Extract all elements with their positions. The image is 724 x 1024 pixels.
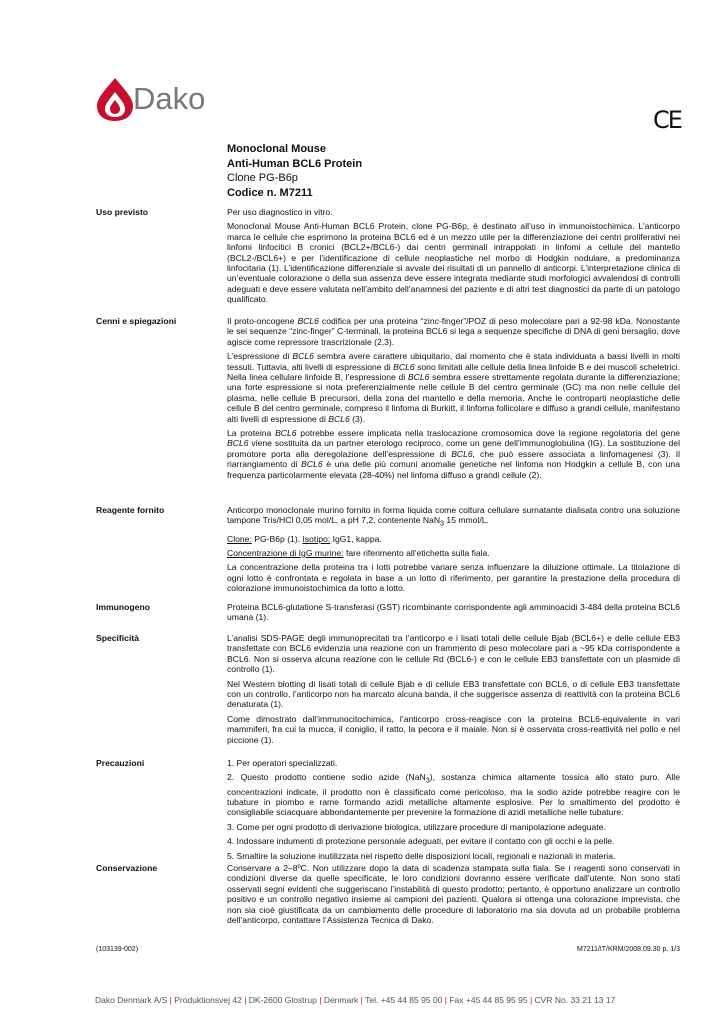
section-precauzioni bbox=[96, 758, 680, 861]
list-item: 2. Questo prodotto contiene sodio azide (NaN$_3$), sostanza chimica altamente tossica allo stato puro. Alle concentrazioni indicate, il prodotto non è classificato come pericoloso, ma la sodio azide potrebbe reagire con le tubature in piombo e rame formando azidi metalliche altamente esplosive. Per lo smaltimento del prodotto è consigliabile sciacquare abbondantemente per prevenire la formazione di azidi metalliche nelle tubature. bbox=[227, 772, 680, 818]
page-reference: M7211/IT/KRM/2008.09.30 p. 1/3 bbox=[577, 946, 680, 953]
dako-drop-icon bbox=[95, 76, 135, 122]
section-label: Reagente fornito bbox=[96, 505, 165, 515]
section-reagente bbox=[96, 505, 680, 594]
title-line1: Monoclonal Mouse bbox=[227, 143, 326, 155]
paragraph: La concentrazione della proteina tra i lotti potrebbe variare senza influenzare la diluizione ottimale. La titolazione di ogni lotto è confrontata e regolata in base a un lotto di riferimento, per garantire la prestazione della procedura di colorazione immunoistochimica da lotto a lotto. bbox=[227, 562, 680, 594]
title-line2: Anti-Human BCL6 Protein bbox=[227, 157, 363, 170]
cvr-number: CVR No. 33 21 13 17 bbox=[534, 995, 616, 1005]
section-label: Specificità bbox=[96, 633, 139, 643]
clone-line: Clone PG-B6p bbox=[227, 172, 298, 184]
section-cenni bbox=[96, 316, 680, 480]
paragraph: Proteina BCL6-glutatione S-transferasi (GST) ricombinante corrispondente agli amminoacidi 3-484 della proteina BCL6 umana (1). bbox=[227, 602, 680, 623]
paragraph: La proteina BCL6 potrebbe essere implicata nella traslocazione cromosomica dove la regione regolatoria del gene BCL6 viene sostituita da un partner eterologo reciproco, come un gene dell’immunoglobulina (IG). La sostituzione del promotore porta alla deregolazione dell’espressione di BCL6, che può essere associata a linfomagenesi (3). Il riarrangiamento di BCL6 è una delle più comuni anomalie genetiche nel linfoma non Hodgkin a cellule B, con una frequenza particolarmente elevata (28-40%) nel linfoma diffuso a grandi cellule (2). bbox=[227, 428, 681, 480]
list-item: 4. Indossare indumenti di protezione personale adeguati, per evitare il contatto con gli occhi e la pelle. bbox=[227, 836, 615, 847]
address: Produktionsvej 42 bbox=[174, 995, 242, 1005]
telephone: Tel. +45 44 85 95 00 bbox=[365, 995, 443, 1005]
paragraph: Monoclonal Mouse Anti-Human BCL6 Protein, clone PG-B6p, è destinato all’uso in immunoistochimica. L’anticorpo marca le cellule che esprimono la proteina BCL6 ed è un mezzo utile per la differenziazione dei centri proliferativi nei linfomi linfocitici B cronici (BCL2+/BCL6-) dai centri germinali intrappolati in linfomi a cellule del mantello (BCL2-/BCL6+) e per l’identificazione di cellule neoplastiche nel morbo di Hodgkin nodulare, a predominanza linfocitaria (1). L’identificazione differenziale si avvale dei risultati di un pannello di anticorpi. L’interpretazione clinica di un’eventuale colorazione o della sua assenza deve essere integrata mediante studi morfologici avvalendosi di controlli adeguati e deve essere valutata nell’ambito dell’anamnesi del paziente e di altri test diagnostici da parte di un patologo qualificato. bbox=[227, 221, 680, 305]
section-label: Cenni e spiegazioni bbox=[96, 316, 177, 326]
paragraph: Concentrazione di IgG murine: fare riferimento all’etichetta sulla fiala. bbox=[227, 547, 490, 558]
country: Denmark bbox=[323, 995, 359, 1005]
company-footer: Dako Denmark A/S | Produktionsvej 42 | DK-2600 Glostrup | Denmark | Tel. +45 44 85 95 00 | Fax +45 44 85 95 95 | CVR No. 33 21 13 17 bbox=[95, 995, 616, 1005]
company-name: Dako Denmark A/S bbox=[95, 995, 168, 1005]
document-code: (103139-002) bbox=[96, 946, 139, 953]
list-item: 1. Per operatori specializzati. bbox=[227, 758, 338, 768]
section-specificita bbox=[96, 633, 680, 745]
section-label: Immunogeno bbox=[96, 602, 150, 612]
product-title bbox=[227, 142, 362, 200]
fax: Fax +45 44 85 95 95 bbox=[449, 995, 528, 1005]
dako-logo bbox=[95, 76, 225, 122]
paragraph: Conservare a 2–8ºC. Non utilizzare dopo la data di scadenza stampata sulla fiala. Se i reagenti sono conservati in condizioni diverse da quelle specificate, le loro condizioni dovranno essere verificate dall’utente. Non sono stati osservati segni evidenti che suggeriscano l’instabilità di questo prodotto; pertanto, è opportuno analizzare un controllo positivo e un controllo negativo insieme ai campioni dei pazienti. Qualora si ottenga una colorazione imprevista, che non sia cioè giustificata da un cambiamento delle procedure di laboratorio ma sia dovuta ad un probabile problema dell’anticorpo, contattare l’Assistenza Tecnica di Dako. bbox=[227, 863, 680, 926]
section-conservazione bbox=[96, 863, 680, 925]
paragraph: Per uso diagnostico in vitro. bbox=[227, 207, 333, 217]
paragraph: L’espressione di BCL6 sembra avere carattere ubiquitario, dal momento che è stata individuata a bassi livelli in molti tessuti. Tuttavia, alti livelli di espressione di BCL6 sono limitati alle cellule della linea linfoide B e dei muscoli scheletrici. Nella linea cellulare linfoide B, l’espressione di BCL6 sembra essere strettamente regolata durante la differenziazione; una forte espressione si nota preferenzialmente nelle cellule B del centro germinale (GC) ma non nelle cellule del plasma, nelle cellule B precursori, della zona del mantello e della memoria. Anche le controparti neoplastiche delle cellule B del centro germinale, compreso il linfoma di Burkitt, il linfoma follicolare e diffuso a grandi cellule, manifestano alti livelli di espressione di BCL6 (3). bbox=[227, 351, 680, 424]
section-label: Precauzioni bbox=[96, 758, 145, 768]
section-label: Conservazione bbox=[96, 863, 158, 873]
brand-name: Dako bbox=[133, 81, 206, 116]
section-label: Uso previsto bbox=[96, 207, 149, 217]
paragraph: Clone: PG-B6p (1). Isotipo: IgG1, kappa. bbox=[227, 533, 382, 544]
list-item: 5. Smaltire la soluzione inutilizzata nel rispetto delle disposizioni locali, regionali e nazionali in materia. bbox=[227, 850, 616, 861]
paragraph: Il proto-oncogene BCL6 codifica per una proteina “zinc-finger”/POZ di peso molecolare pari a 92-98 kDa. Nonostante le sei sequenze “zinc-finger” C-terminali, la proteina BCL6 si lega a sequenze specifiche di DNA di geni bersaglio, dove agisce come repressore trascrizionale (2,3). bbox=[227, 316, 681, 347]
paragraph: Come dimostrato dall’immunocitochimica, l’anticorpo cross-reagisce con la proteina BCL6-equivalente in vari mammiferi, fra cui la mucca, il coniglio, il ratto, la pecora e il maiale. Non si è osservata cross-reattività nel pollo e nel piccione (1). bbox=[227, 713, 680, 745]
section-immunogeno bbox=[96, 602, 680, 623]
section-uso-previsto bbox=[96, 207, 680, 305]
code-line: Codice n. M7211 bbox=[227, 186, 313, 199]
list-item: 3. Come per ogni prodotto di derivazione biologica, utilizzare procedure di manipolazione adeguate. bbox=[227, 821, 606, 832]
ce-mark: CE bbox=[653, 106, 681, 134]
paragraph: Nel Western blotting di lisati totali di cellule Bjab e di cellule EB3 transfettate con BCL6, o di cellule EB3 transfettate con un controllo, l’anticorpo non ha marcato alcuna banda, il che suggerisce assenza di reattività con la proteina BCL6 denaturata (1). bbox=[227, 678, 680, 710]
paragraph: L’analisi SDS-PAGE degli immunoprecitati tra l’anticorpo e i lisati totali delle cellule Bjab (BCL6+) e delle cellule EB3 transfettate con BCL6 evidenzia una reazione con un frammento di peso molecolare pari a ~95 kDa corrispondente a BCL6. Non si osserva alcuna reazione con le cellule Rd (BCL6-) e con le cellule EB3 transfettate con un plasmide di controllo (1). bbox=[227, 633, 680, 675]
paragraph: Anticorpo monoclonale murino fornito in forma liquida come coltura cellulare surnatante dialisata contro una soluzione tampone Tris/HCl 0,05 mol/L, a pH 7,2, contenente NaN$_3$ 15 mmol/L. bbox=[227, 505, 680, 529]
city: DK-2600 Glostrup bbox=[248, 995, 317, 1005]
